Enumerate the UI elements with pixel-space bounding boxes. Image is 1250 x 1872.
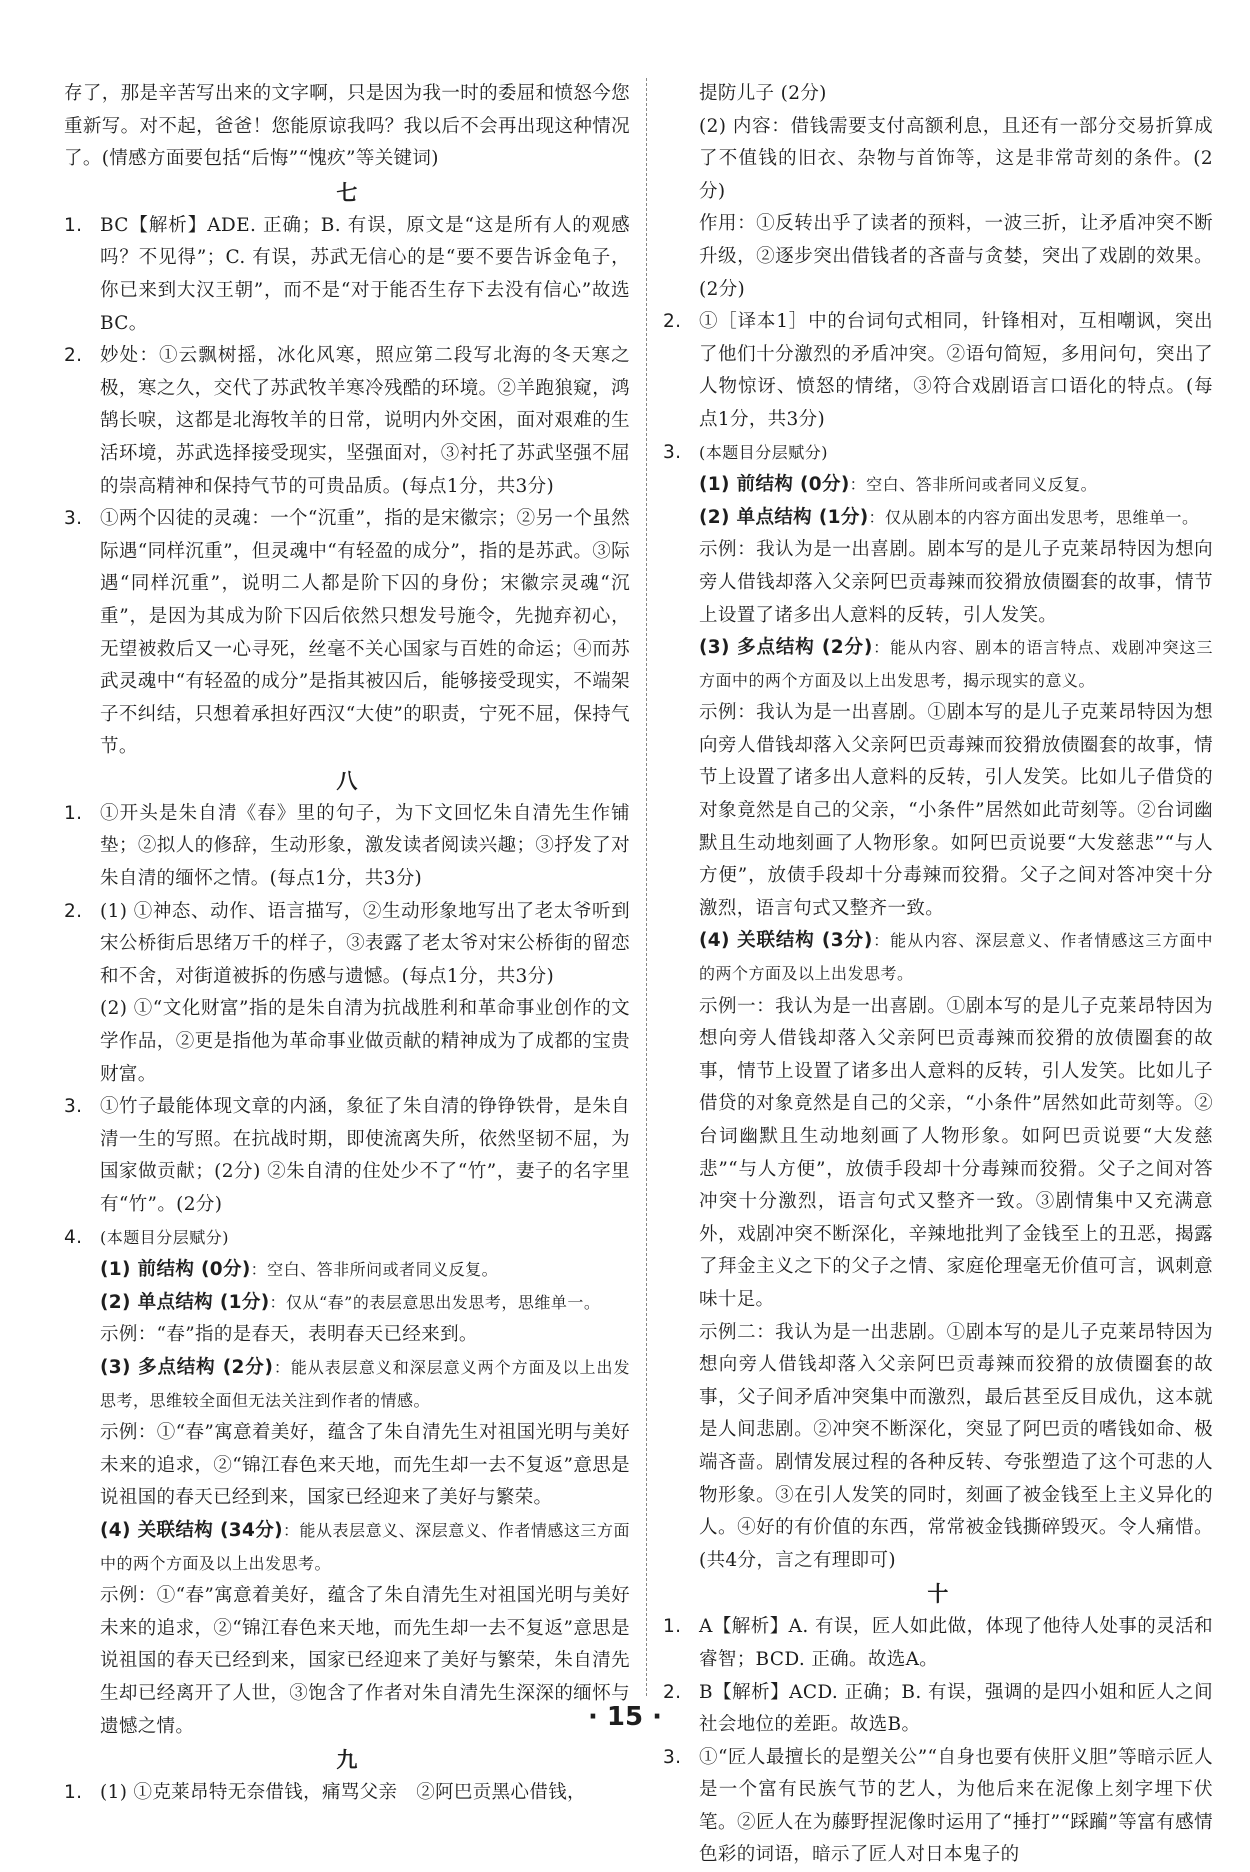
question-9-1: [64, 1777, 630, 1810]
page-number: · 15 ·: [587, 1702, 663, 1732]
question-9-3: [663, 437, 1213, 470]
answer-9-1-part-2: (2) 内容：借钱需要支付高额利息，且还有一部分交易折算成了不值钱的旧衣、杂物与首饰等，这是非常苛刻的条件。(2分): [699, 115, 1213, 202]
level-3: [64, 1352, 630, 1417]
level-label: (4) 关联结构 (34分): [100, 1519, 283, 1541]
example-3: 示例：①“春”寓意着美好，蕴含了朱自清先生对祖国光明与美好未来的追求，②“锦江春色来天地，而先生却一去不复返”意思是说祖国的春天已经到来，国家已经迎来了美好与繁荣，朱自清先生却已经离开了人世，③饱含了作者对朱自清先生深深的缅怀与遗憾之情。: [100, 1585, 630, 1737]
section-heading-8: 八: [336, 768, 358, 793]
level-4: [663, 925, 1213, 990]
example-2: 示例：我认为是一出喜剧。①剧本写的是儿子克莱昂特因为想向旁人借钱却落入父亲阿巴贡毒辣而狡猾放债圈套的故事，情节上设置了诸多出人意料的反转，引人发笑。比如儿子借贷的对象竟然是自己的父亲，“小条件”居然如此苛刻等。②台词幽默且生动地刻画了人物形象。如阿巴贡说要“大发慈悲”“与人方便”，放债手段却十分毒辣而狡猾。父子之间对答冲突十分激烈，语言句式又整齐一致。: [699, 702, 1213, 919]
example-1: 示例：“春”指的是春天，表明春天已经来到。: [100, 1324, 478, 1346]
level-label: (2) 单点结构 (1分): [100, 1291, 270, 1313]
level-desc: ：能从内容、剧本的语言特点、戏剧冲突这三方面中的两个方面及以上出发思考，揭示现实的意义。: [699, 638, 1213, 690]
level-2: [64, 1287, 630, 1320]
answer-text: ①［译本1］中的台词句式相同，针锋相对，互相嘲讽，突出了他们十分激烈的矛盾冲突。②语句简短，多用问句，突出了人物惊讶、愤怒的情绪，③符合戏剧语言口语化的特点。(每点1分，共3分): [699, 311, 1213, 430]
question-10-3: [663, 1742, 1213, 1872]
item-number: 2.: [64, 345, 83, 367]
level-desc: ：仅从“春”的表层意思出发思考，思维单一。: [269, 1292, 601, 1312]
answer-text: ①“匠人最擅长的是塑关公”“自身也要有侠肝义胆”等暗示匠人是一个富有民族气节的艺人，为他后来在泥像上刻字埋下伏笔。②匠人在为藤野捏泥像时运用了“捶打”“踩躏”等富有感情色彩的词语，暗示了匠人对日本鬼子的: [699, 1746, 1213, 1866]
section-heading-9: 九: [336, 1748, 358, 1773]
answer-9-1-effect: 作用：①反转出乎了读者的预料，一波三折，让矛盾冲突不断升级，②逐步突出借钱者的吝啬与贪婪，突出了戏剧的效果。(2分): [699, 213, 1213, 300]
question-8-3: [64, 1091, 630, 1221]
level-label: (4) 关联结构 (3分): [699, 930, 873, 952]
right-column: [663, 78, 1213, 1872]
example-1: 示例：我认为是一出喜剧。剧本写的是儿子克莱昂特因为想向旁人借钱却落入父亲阿巴贡毒辣而狡猾放债圈套的故事，情节上设置了诸多出人意料的反转，引人发笑。: [699, 539, 1213, 626]
level-label: (2) 单点结构 (1分): [699, 506, 869, 528]
level-1: [64, 1254, 630, 1287]
scoring-note: (本题目分层赋分): [699, 442, 828, 462]
example-2: 示例：①“春”寓意着美好，蕴含了朱自清先生对祖国光明与美好未来的追求，②“锦江春色来天地，而先生却一去不复返”意思是说祖国的春天已经到来，国家已经迎来了美好与繁荣。: [100, 1422, 630, 1509]
item-number: 1.: [64, 214, 83, 236]
scoring-note: (本题目分层赋分): [100, 1227, 229, 1247]
item-number: 4.: [64, 1226, 83, 1248]
level-desc: ：能从表层意义、深层意义、作者情感这三方面中的两个方面及以上出发思考。: [100, 1520, 630, 1573]
question-8-1: [64, 798, 630, 896]
level-label: (3) 多点结构 (2分): [699, 637, 873, 659]
level-desc: ：能从表层意义和深层意义两个方面及以上出发思考，思维较全面但无法关注到作者的情感。: [100, 1357, 630, 1410]
level-2: [663, 502, 1213, 535]
left-column: [64, 78, 630, 1810]
answer-text: B【解析】ACD. 正确；B. 有误，强调的是四小姐和匠人之间社会地位的差距。故选B。: [699, 1681, 1213, 1736]
answer-text: (1) ①克莱昂特无奈借钱，痛骂父亲 ②阿巴贡黑心借钱，: [100, 1782, 586, 1804]
level-3: [663, 632, 1213, 697]
answer-text: A【解析】A. 有误，匠人如此做，体现了他待人处事的灵活和睿智；BCD. 正确。故选A。: [699, 1616, 1213, 1670]
answer-text: ①开头是朱自清《春》里的句子，为下文回忆朱自清先生作铺垫；②拟人的修辞，生动形象，激发读者阅读兴趣；③抒发了对朱自清的缅怀之情。(每点1分，共3分): [100, 802, 630, 890]
level-label: (1) 前结构 (0分): [699, 474, 850, 496]
level-desc: ：空白、答非所问或者同义反复。: [849, 475, 1098, 495]
question-7-1: [64, 210, 630, 340]
column-divider: [646, 78, 648, 1696]
level-label: (1) 前结构 (0分): [100, 1259, 251, 1281]
level-desc: ：空白、答非所问或者同义反复。: [250, 1260, 499, 1280]
item-number: 2.: [663, 1681, 682, 1703]
example-4: 示例二：我认为是一出悲剧。①剧本写的是儿子克莱昂特因为想向旁人借钱却落入父亲阿巴贡毒辣而狡猾的放债圈套的故事，父子间矛盾冲突集中而激烈，最后甚至反目成仇，这本就是人间悲剧。②冲突不断深化，突显了阿巴贡的嗜钱如命、极端吝啬。剧情发展过程的各种反转、夸张塑造了这个可悲的人物形象。③在引人发笑的同时，刻画了被金钱至上主义异化的人。④好的有价值的东西，常常被金钱撕碎毁灭。令人痛惜。(共4分，言之有理即可): [699, 1321, 1213, 1571]
answer-9-1-cont: 提防儿子 (2分): [699, 83, 827, 104]
item-number: 1.: [64, 802, 83, 824]
item-number: 2.: [64, 900, 83, 922]
section-heading-7: 七: [336, 180, 358, 205]
section-heading-10: 十: [927, 1582, 949, 1607]
answer-text: BC【解析】ADE. 正确；B. 有误，原文是“这是所有人的观感吗？不见得”；C. 有误，苏武无信心的是“要不要告诉金龟子，你已来到大汉王朝”，而不是“对于能否生存下去没有信心”故选BC。: [100, 214, 630, 334]
item-number: 3.: [663, 1746, 682, 1768]
level-label: (3) 多点结构 (2分): [100, 1356, 274, 1378]
question-9-2: [663, 306, 1213, 436]
answer-text: 妙处：①云飘树摇，冰化风寒，照应第二段写北海的冬天寒之极，寒之久，交代了苏武牧羊寒冷残酷的环境。②羊跑狼窥，鸿鹄长唳，这都是北海牧羊的日常，说明内外交困，面对艰难的生活环境，苏武选择接受现实，坚强面对，③衬托了苏武坚强不屈的崇高精神和保持气节的可贵品质。(每点1分，共3分): [100, 345, 630, 497]
item-number: 1.: [663, 1616, 682, 1638]
item-number: 3.: [64, 508, 83, 530]
answer-text: (1) ①神态、动作、语言描写，②生动形象地写出了老太爷听到宋公桥街后思绪万千的样子，③表露了老太爷对宋公桥街的留恋和不舍，对街道被拆的伤感与遗憾。(每点1分，共3分): [100, 900, 630, 987]
answer-text: ①竹子最能体现文章的内涵，象征了朱自清的铮铮铁骨，是朱自清一生的写照。在抗战时期，即使流离失所，依然坚韧不屈，为国家做贡献；(2分) ②朱自清的住处少不了“竹”，妻子的名字里有“竹”。(2分): [100, 1096, 630, 1215]
answer-text: ①两个囚徒的灵魂：一个“沉重”，指的是宋徽宗；②另一个虽然际遇“同样沉重”，但灵魂中“有轻盈的成分”，指的是苏武。③际遇“同样沉重”，说明二人都是阶下囚的身份；宋徽宗灵魂“沉重”，是因为其成为阶下囚后依然只想发号施令，先抛弃初心，无望被救后又一心寻死，丝毫不关心国家与百姓的命运；④而苏武灵魂中“有轻盈的成分”是指其被囚后，能够接受现实，不端架子不纠结，只想着承担好西汉“大使”的职责，宁死不屈，保持气节。: [100, 508, 630, 758]
answer-8-2-part-2: (2) ①“文化财富”指的是朱自清为抗战胜利和革命事业创作的文学作品，②更是指他为革命事业做贡献的精神成为了成都的宝贵财富。: [100, 998, 630, 1085]
question-7-2: [64, 340, 630, 503]
item-number: 2.: [663, 311, 682, 333]
intro-paragraph: 存了，那是辛苦写出来的文字啊，只是因为我一时的委屈和愤怒今您重新写。对不起，爸爸！您能原谅我吗？我以后不会再出现这种情况了。(情感方面要包括“后悔”“愧疚”等关键词): [64, 83, 630, 170]
item-number: 1.: [64, 1782, 83, 1804]
question-8-4: [64, 1222, 630, 1255]
example-3: 示例一：我认为是一出喜剧。①剧本写的是儿子克莱昂特因为想向旁人借钱却落入父亲阿巴贡毒辣而狡猾的放债圈套的故事，情节上设置了诸多出人意料的反转，引人发笑。比如儿子借贷的对象竟然是自己的父亲，“小条件”居然如此苛刻等。②台词幽默且生动地刻画了人物形象。如阿巴贡说要“大发慈悲”“与人方便”，放债手段却十分毒辣而狡猾。父子之间对答冲突十分激烈，语言句式又整齐一致。③剧情集中又充满意外，戏剧冲突不断深化，辛辣地批判了金钱至上的丑恶，揭露了拜金主义之下的父子之情、家庭伦理毫无价值可言，讽刺意味十足。: [699, 995, 1213, 1310]
item-number: 3.: [663, 441, 682, 463]
item-number: 3.: [64, 1096, 83, 1118]
question-7-3: [64, 503, 630, 764]
question-8-2: [64, 896, 630, 994]
level-desc: ：能从内容、深层意义、作者情感这三方面中的两个方面及以上出发思考。: [699, 931, 1213, 984]
level-1: [663, 469, 1213, 502]
level-4: [64, 1515, 630, 1580]
level-desc: ：仅从剧本的内容方面出发思考，思维单一。: [868, 507, 1199, 527]
question-10-1: [663, 1611, 1213, 1676]
